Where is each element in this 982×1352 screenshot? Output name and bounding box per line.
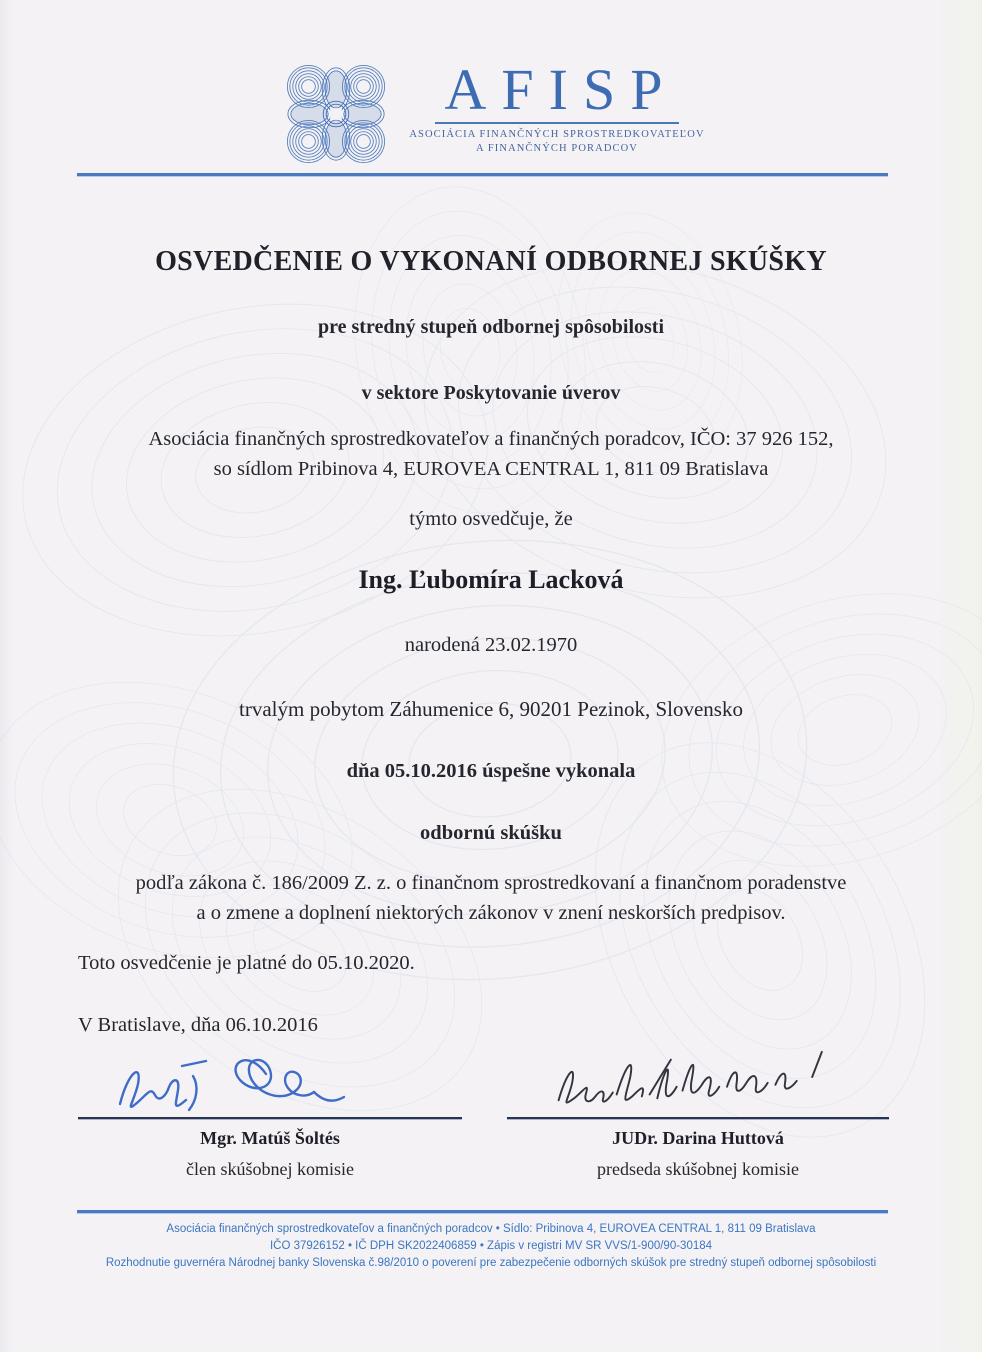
afisp-logo-block (0, 57, 982, 168)
signature-right-handwriting (547, 1040, 847, 1116)
law-line2: a o zmene a doplnení niektorých zákonov v znení neskorších predpisov. (196, 902, 786, 924)
signer-left-role: člen skúšobnej komisie (186, 1159, 354, 1179)
signer-right-name: JUDr. Darina Huttová (612, 1128, 784, 1148)
signature-left-handwriting (98, 1040, 358, 1116)
validity-line: Toto osvedčenie je platné do 05.10.2020. (78, 952, 415, 974)
signature-block-left (78, 1040, 462, 1180)
header-divider (77, 173, 888, 176)
signature-line-left (78, 1117, 462, 1119)
law-line1: podľa zákona č. 186/2009 Z. z. o finančnom sprostredkovaní a finančnom poradenstve (135, 872, 847, 894)
afisp-rosette-icon (277, 60, 395, 168)
signature-block-right (507, 1040, 889, 1180)
issuer-line2: so sídlom Pribinova 4, EUROVEA CENTRAL 1, 811 09 Bratislava (213, 458, 769, 480)
exam-name-line: odbornú skúšku (420, 822, 562, 844)
footer-line1: Asociácia finančných sprostredkovateľov a finančných poradcov • Sídlo: Pribinova 4, EUROVEA CENTRAL 1, 811 09 Bratislava (166, 1223, 816, 1235)
holder-residence: trvalým pobytom Záhumenice 6, 90201 Pezinok, Slovensko (239, 697, 743, 721)
issued-place-date: V Bratislave, dňa 06.10.2016 (78, 1014, 318, 1036)
signature-line-right (507, 1117, 889, 1119)
signer-left-name: Mgr. Matúš Šoltés (200, 1128, 340, 1148)
holder-birthdate: narodená 23.02.1970 (404, 634, 578, 656)
afisp-logo-text (409, 57, 705, 155)
sector-line: v sektore Poskytovanie úverov (361, 382, 621, 404)
footer-block (0, 1221, 982, 1272)
signer-right-role: predseda skúšobnej komisie (597, 1159, 799, 1179)
issuer-line1: Asociácia finančných sprostredkovateľov a finančných poradcov, IČO: 37 926 152, (148, 428, 834, 450)
logo-org-line2: A FINANČNÝCH PORADCOV (476, 143, 638, 155)
footer-line3: Rozhodnutie guvernéra Národnej banky Slovenska č.98/2010 o poverení pre zabezpečenie odborných skúšok pre stredný stupeň odbornej spôsobilosti (105, 1257, 877, 1269)
footer-divider (77, 1210, 888, 1213)
certificate-subtitle: pre stredný stupeň odbornej spôsobilosti (318, 316, 664, 338)
footer-line2: IČO 37926152 • IČ DPH SK2022406859 • Zápis v registri MV SR VVS/1-900/90-30184 (269, 1240, 713, 1252)
logo-acronym: AFISP (435, 60, 680, 124)
certificate-title: OSVEDČENIE O VYKONANÍ ODBORNEJ SKÚŠKY (155, 246, 827, 277)
logo-org-line1: ASOCIÁCIA FINANČNÝCH SPROSTREDKOVATEĽOV (409, 128, 705, 140)
certifies-line: týmto osvedčuje, že (409, 508, 573, 530)
exam-date-line: dňa 05.10.2016 úspešne vykonala (346, 760, 636, 782)
holder-name: Ing. Ľubomíra Lacková (358, 565, 624, 594)
